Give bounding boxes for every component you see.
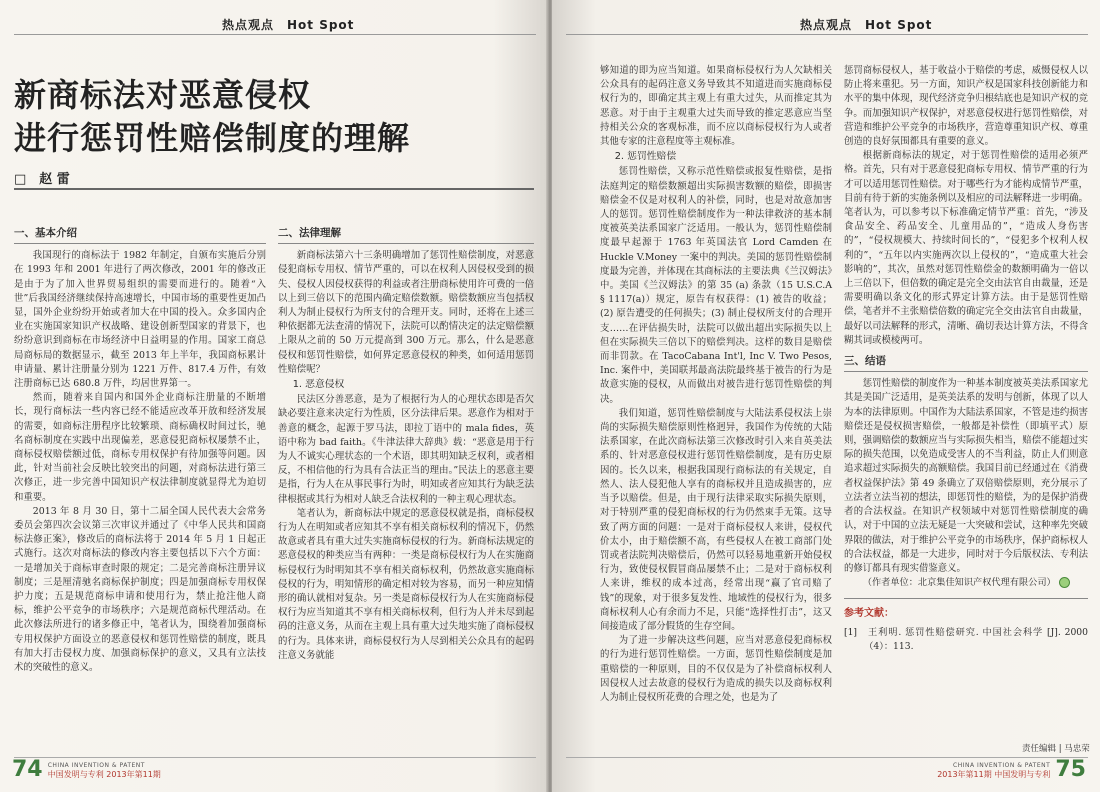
paragraph: 我国现行的商标法于 1982 年制定，自颁布实施后分别在 1993 年和 2001 年进行了两次修改，2001 年的修改正是由于为了加入世界贸易组织的需要而进行的。随着“入世”后我国经济继续保持高速增长，中国市场的重要性更加凸显，国外企业纷纷开始或者加大在中国的投入。众多国内企业在实施国家知识产权战略、建设创新型国家的背景下，也纷纷意识到商标在市场经济中日益明显的作用。国家工商总局商标局的数据显示，截至 2013 年上半年，我国商标累计申请量、累计注册量分别为 1221 万件、817.4 万件，有效注册商标已达 680.8 万件，均居世界第一。: [14, 250, 266, 390]
column-2: [278, 224, 534, 663]
paragraph: 惩罚性赔偿，又称示范性赔偿或报复性赔偿，是指法庭判定的赔偿数额超出实际损害数额的赔偿，即损害赔偿金不仅是对权利人的补偿，同时，也是对故意加害人的惩罚。惩罚性赔偿制度作为一种法律救济的基本制度被英美法系国家广泛适用。一般认为，惩罚性赔偿制度最早起源于 1763 年英国法官 Lord Camden 在 Huckle V.Money 一案中的判决。美国的惩罚性赔偿制度最为完善，并体现在其商标法的主要法典《兰汉姆法》中。美国《兰汉姆法》的第 35 (a) 条款（15 U.S.C.A § 1117(a)）规定，原告有权获得：(1) 被告的收益；(2) 原告遭受的任何损失；(3) 制止侵权所支付的合理开支……在评估损失时，法院可以做出超出实际损失以上但在实际损失三倍以下的赔偿判决。这样的数目是赔偿而非罚款。在 TacoCabana Int'l, Inc V. Two Pesos, Inc. 案件中，美国联邦最高法院最终基于被告的行为是故意实施的侵权，从而做出对被告进行惩罚性赔偿的判决。: [600, 166, 832, 405]
page-number-left: 74: [12, 757, 43, 782]
section-heading-intro: 一、基本介绍: [14, 226, 266, 244]
section-header-right: 热点观点 Hot Spot: [800, 18, 933, 32]
author-affiliation: [844, 576, 1088, 590]
header-rule-right: [566, 34, 1088, 35]
page-number-right: 75: [1055, 757, 1086, 782]
magazine-issue-left: 中国发明与专利 2013年第11期: [47, 769, 161, 779]
responsible-editor: 责任编辑 | 马忠荣: [1022, 744, 1090, 754]
article-author: □ 赵 雷: [14, 172, 70, 187]
article-title: [14, 74, 410, 160]
paragraph: 新商标法第六十三条明确增加了惩罚性赔偿制度，对恶意侵犯商标专用权、情节严重的，可以在权利人因侵权受到的损失、侵权人因侵权获得的利益或者注册商标使用许可费的一倍以上到三倍以下的范围内确定赔偿数额。赔偿数额应当包括权利人为制止侵权行为所支付的合理开支。同时，还将在上述三种依据都无法查清的情况下，法院可以酌情决定的法定赔偿额上限从之前的 50 万元提高到 300 万元。那么，什么是恶意侵权和惩罚性赔偿，如何界定恶意侵权的种类，如何适用惩罚性赔偿呢？: [278, 250, 534, 375]
paragraph: 然而，随着来自国内和国外企业商标注册量的不断增长，现行商标法一些内容已经不能适应改革开放和经济发展的需要，如商标注册程序比较繁琐、商标确权时间过长，驰名商标制度在实践中出现偏差，恶意侵犯商标权屡禁不止，商标侵权赔偿额过低，商标专用权保护有待加强等问题。因此，针对当前社会反映比较突出的问题，对商标法进行第三次修正，进一步完善中国知识产权法律制度就显得尤为迫切和重要。: [14, 392, 266, 503]
right-page: [552, 0, 1100, 792]
folio-left: [12, 757, 161, 782]
title-line-1: 新商标法对恶意侵权: [14, 76, 312, 114]
magazine-name-right: [937, 761, 1050, 779]
column-1: [14, 224, 266, 675]
references-heading: 参考文献：: [844, 598, 1088, 621]
magazine-english-name: CHINA INVENTION & PATENT: [953, 761, 1051, 769]
header-rule-left: [14, 34, 536, 35]
folio-right: [937, 757, 1086, 782]
paragraph: 我们知道，惩罚性赔偿制度与大陆法系侵权法上崇尚的实际损失赔偿原则性格迥异，我国作为传统的大陆法系国家，在此次商标法第三次修改时引入来自英美法系的、针对恶意侵权进行惩罚性赔偿制度，是有历史原因的。长久以来，根据我国现行商标法的有关规定，自然人、法人侵犯他人享有的商标权并且造成损害的，应当予以赔偿。但是，由于现行法律采取实际损失原则，对于特别严重的侵犯商标权的行为仍然束手无策。这导致了两方面的问题：一是对于商标侵权人来讲，侵权代价太小，由于赔偿额不高，有些侵权人在被工商部门处罚或者法院判决赔偿后，仍然可以轻易地重新开始侵权行为，致使侵权假冒商品屡禁不止；二是对于商标权利人来讲，维权的成本过高，经常出现“赢了官司赔了钱”的现象，对于很多复发性、地域性的侵权行为，很多商标权利人心有余而力不足，只能“选择性打击”，这又间接造成了部分假货的生存空间。: [600, 407, 832, 632]
magazine-name-left: [48, 761, 161, 779]
column-3: [600, 64, 832, 705]
left-page: [0, 0, 548, 792]
reference-item: [1] 王利明. 惩罚性赔偿研究. 中国社会科学 [J]. 2000（4）：113.: [844, 626, 1088, 652]
magazine-issue-right: 2013年第11期 中国发明与专利: [937, 769, 1051, 779]
paragraph: 民法区分善恶意，是为了根据行为人的心理状态即是否欠缺必要注意来决定行为性质，区分法律后果。恶意作为相对于善意的概念，起源于罗马法，即拉丁语中的 mala fides，英语中称为 bad faith。《牛津法律大辞典》载：“恶意是用于行为人不诚实心理状态的一个术语，即其明知缺乏权利，或者相反，不相信他的行为具有合法正当的理由。”民法上的恶意主要是指，行为人在从事民事行为时，明知或者应知其行为缺乏法律根据或其行为相对人缺乏合法权利的一种主观心理状态。: [278, 394, 534, 505]
title-line-2: 进行惩罚性赔偿制度的理解: [14, 119, 411, 157]
paragraph: 惩罚性赔偿的制度作为一种基本制度被英美法系国家尤其是美国广泛适用，是英美法系的发明与创新，体现了以人为本的法律原则。中国作为大陆法系国家，不管是违约损害赔偿还是侵权损害赔偿，一般都是补偿性（即填平式）原则，强调赔偿的数额应当与实际损失相当，赔偿不能超过实际的损失范围，以免造成受害人的不当利益，防止人们则意追求超过实际损失的高额赔偿。我国目前已经通过在《消费者权益保护法》第 49 条确立了双倍赔偿原则，充分展示了立法者立法当初的想法，即惩罚性的赔偿，为的是保护消费者的合法权益。在知识产权领域中对惩罚性赔偿制度的确认，对于中国的立法无疑是一大突破和尝试，这种率先突破界限的做法，对于维护公平竞争的市场秩序，保护商标权人的合法权益，都是一大进步，同时对于今后版权法、专利法的修订都具有现实借鉴意义。: [844, 378, 1088, 574]
section-header-left: 热点观点 Hot Spot: [222, 18, 355, 32]
paragraph: 惩罚商标侵权人，基于收益小于赔偿的考虑，威慑侵权人以防止将来重犯。另一方面，知识产权是国家科技创新能力和水平的集中体现，现代经济竞争归根结底也是知识产权的竞争。而加强知识产权保护，对恶意侵权进行惩罚性赔偿，对营造和维护公平竞争的市场秩序，营造尊重知识产权、尊重创造的良好氛围都具有重要的意义。: [844, 65, 1088, 148]
paragraph: 根据新商标法的规定，对于惩罚性赔偿的适用必须严格。首先，只有对于恶意侵犯商标专用权、情节严重的行为才可以适用惩罚性赔偿。对于哪些行为才能构成情节严重，目前有待于新的实施条例以及相应的司法解释进一步明确。笔者认为，可以参考以下标准确定情节严重：首先，“涉及食品安全、药品安全、儿童用品的”，“造成人身伤害的”，“侵权规模大、持续时间长的”，“侵犯多个权利人权利的”，“五年以内实施两次以上侵权的”，“造成重大社会影响的”，其次，虽然对惩罚性赔偿金的数额明确为一倍以上三倍以下，但倍数的确定是完全交由法官自由裁量，还是需要明确以条文化的形式界定计算方法。由于是惩罚性赔偿，笔者并不主张赔偿倍数的确定完全交由法官自由裁量，最好以司法解释的形式，清晰、确切表达计算方法，不得含糊其词或模棱两可。: [844, 150, 1088, 346]
paragraph: 笔者认为，新商标法中规定的恶意侵权就是指，商标侵权行为人在明知或者应知其不享有相关商标权利的情况下，仍然故意或者具有重大过失实施商标侵权的行为。新商标法规定的恶意侵权的种类应当有两种：一类是商标侵权行为人在实施商标侵权行为时明知其不享有相关商标权利，仍然故意实施商标侵权的行为，明知情形的确定相对较为容易，而另一种应知情形的确认就相对复杂。另一类是商标侵权行为人在实施商标侵权行为应当知道其不享有相关商标权利，但行为人并未尽到起码的注意义务，从而在主观上具有重大过失地实施了商标侵权的行为。具体来讲，商标侵权行为人尽到相关公众具有的起码注意义务就能: [278, 507, 534, 661]
section-heading-conclusion: 三、结语: [844, 354, 1088, 372]
section-heading-law: 二、法律理解: [278, 226, 534, 244]
title-rule: [14, 188, 534, 190]
subheading-punitive-damages: 2. 惩罚性赔偿: [614, 151, 677, 163]
subheading-malicious-infringement: 1. 恶意侵权: [292, 379, 345, 391]
paragraph: 为了进一步解决这些问题，应当对恶意侵犯商标权的行为进行惩罚性赔偿。一方面，惩罚性赔偿制度是加重赔偿的一种原则，目的不仅仅是为了补偿商标权利人因侵权人过去故意的侵权行为造成的损失以及商标权利人为制止侵权所花费的合理之处，也是为了: [600, 635, 832, 703]
magazine-english-name: CHINA INVENTION & PATENT: [47, 761, 145, 769]
paragraph: 够知道的即为应当知道。如果商标侵权行为人欠缺相关公众具有的起码注意义务导致其不知道进而实施商标侵权行为的，即确定其主观上有重大过失，从而推定其为恶意。对于由于主观重大过失而导致的推定恶意应当坚持相关公众的客观标准，而不应以商标侵权行为人或者其他专家的注意程度等主观标准。: [600, 65, 832, 148]
leaf-end-icon: [1059, 577, 1070, 588]
affiliation-text: （作者单位：北京集佳知识产权代理有限公司）: [862, 577, 1056, 589]
column-4: [844, 64, 1088, 654]
paragraph: 2013 年 8 月 30 日，第十二届全国人民代表大会常务委员会第四次会议第三次审议并通过了《中华人民共和国商标法修正案》，修改后的商标法将于 2014 年 5 月 1 日起正式施行。这次对商标法的修改内容主要包括以下六个方面：一是增加关于商标审查时限的规定；二是完善商标注册异议制度；三是厘清驰名商标保护制度；四是加强商标专用权保护力度；五是规范商标申请和使用行为，禁止抢注他人商标，维护公平竞争的市场秩序；六是规范商标代理活动。在此次修法所进行的诸多修正中，笔者认为，围绕着加强商标专用权保护方面设立的恶意侵权和惩罚性赔偿的制度，既具有加大打击侵权力度、加强商标保护的意义，又具有立法技术的突破性的意义。: [14, 505, 266, 674]
